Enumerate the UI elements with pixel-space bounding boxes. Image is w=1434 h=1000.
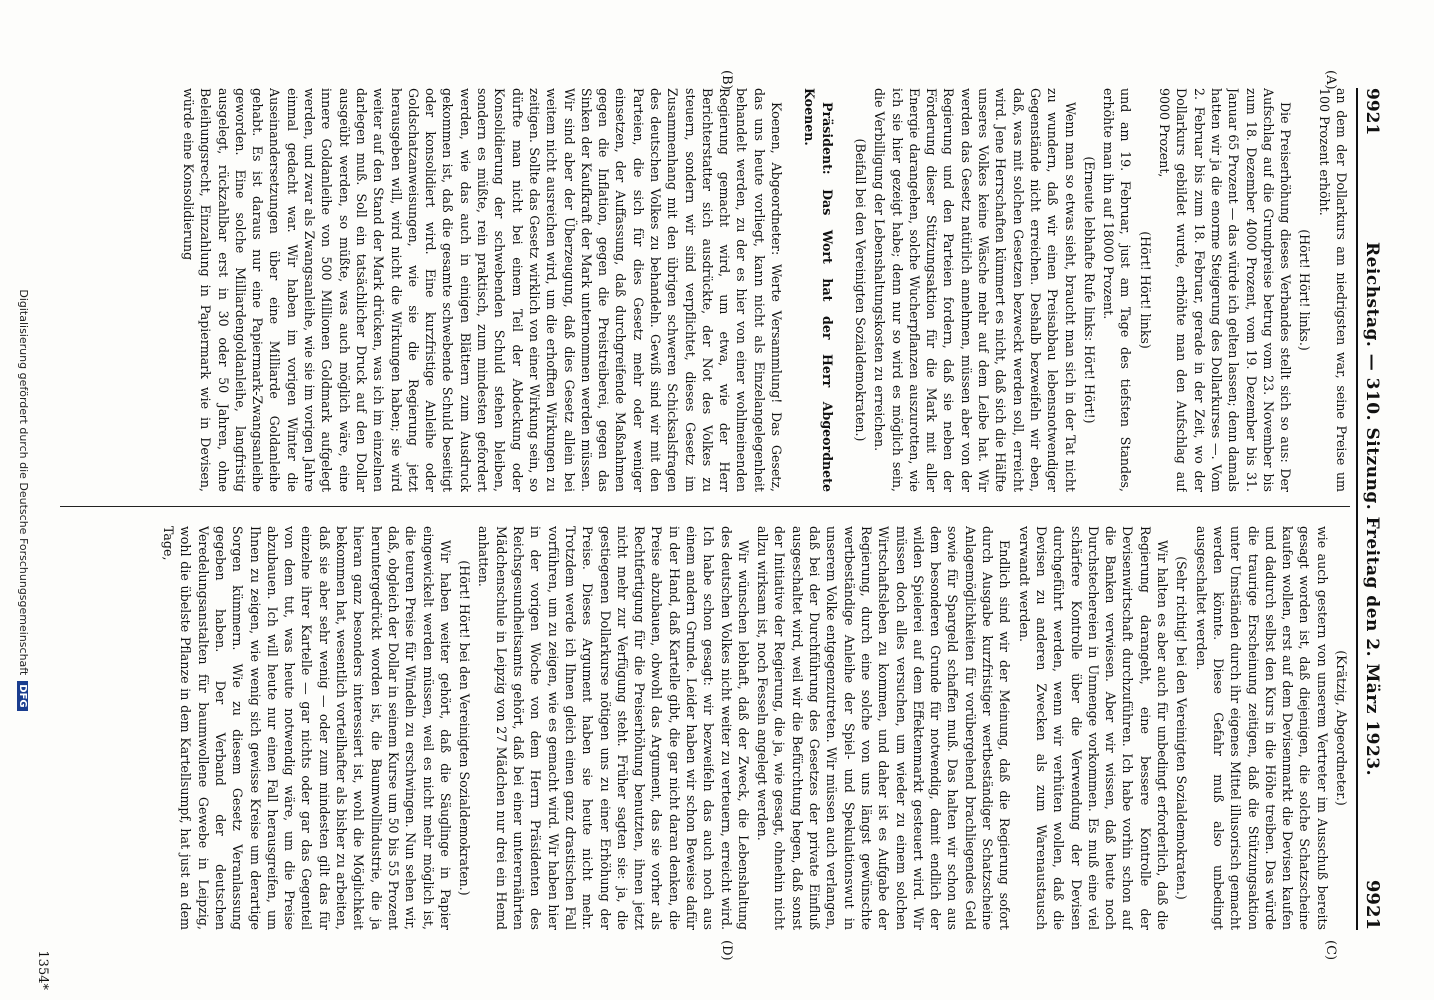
interjection: (Hört! Hört! links.) [1297, 229, 1313, 351]
text-column-left [60, 88, 1350, 492]
interjection: (Sehr richtig! bei den Vereinigten Sozialdemokraten.) [1174, 556, 1190, 900]
header-title: Reichstag. — 310. Sitzung. Freitag den 2. März 1923. [1362, 241, 1382, 777]
column-divider [60, 506, 1350, 507]
paragraph: Die Preiserhöhung dieses Verbandes stellt sich so aus: Der Aufschlag auf die Grundpreise betrug vom 23. November bis zum 18. Dezember 4000 Prozent, vom 19. Dezember bis 31. Januar 65 Prozent — das würde ich gelten lassen; denn damals hatten wir ja die enorme Steigerung des Dollarkurses —. Vom 2. Februar bis zum 18. Februar, gerade in der Zeit, wo der Dollarkurs gebildet wurde, erhöhte man den Aufschlag auf 9000 Prozent, [1157, 88, 1294, 492]
paragraph: Wir halten es aber auch für unbedingt erforderlich, daß die Regierung darangeht, eine bessere Kontrolle der Devisenwirtschaft durchzuführen. Ich habe vorhin schon auf die Banken verwiesen. Aber wir wissen, daß heute noch Durchstechereien in Unmenge vorkommen. Es muß eine viel schärfere Kontrolle über die Verwendung der Devisen durchgeführt werden, wenn wir verhüten wollen, daß die Devisen zu anderen Zwecken als zum Warenaustausch verwandt werden. [1016, 526, 1171, 930]
paragraph: Wir haben weiter gehört, daß die Säuglinge in Papier eingewickelt werden müssen, weil es nicht mehr möglich ist, die teuren Preise für Windeln zu erschwingen. Nun sehen wir, daß, obgleich der Dollar in seinem Kurse um 50 bis 55 Prozent heruntergedrückt worden ist, die Baumwollindustrie, die ja hieran ganz besonders interessiert ist, wohl die Möglichkeit bekommen hat, wesentlich vorteilhafter als bisher zu arbeiten, daß sie aber sehr wenig — oder zum mindesten gilt das für einzelne ihrer Kartelle — gar nichts oder gar das Gegenteil von dem tut, was heute notwendig wäre, um die Preise abzubauen. Ich will heute nur einen Fall herausgreifen, um Ihnen zu zeigen, wie wenig sich gewisse Kreise um derartige Sorgen kümmern. Wie zu diesem Gesetz Veranlassung gegeben haben. Der Verband der deutschen Veredelungsanstalten für baumwollene Gewebe in Leipzig, wohl die übelste Pflanze in dem Kartellsumpf, hat just an dem Tage, [161, 526, 453, 930]
margin-marker-d: (D) [719, 940, 734, 961]
interjection: (Hört! Hört! links) [1137, 231, 1153, 349]
paragraph: und am 19. Februar, just am Tage des tiefsten Standes, erhöhte man ihn auf 18000 Prozent. [1101, 88, 1134, 492]
dfg-logo: DFG [17, 681, 28, 710]
interjection: (Hört! Hört! bei den Vereinigten Sozialdemokraten.) [457, 560, 473, 896]
speaker-note: (Krätzig, Abgeordneter.) [1334, 650, 1349, 806]
text-column-right [60, 526, 1350, 930]
header-page-number-left: 9921 [1362, 88, 1382, 136]
credit-text: Digitalisierung gefördert durch die Deutsche Forschungsgemeinschaft [17, 289, 30, 676]
paragraph: wie auch gestern von unserem Vertreter im Ausschuß bereits gesagt worden ist, daß diejenigen, die solche Schatzscheine kaufen wollen, erst auf dem Devisenmarkt die Devisen kaufen und dadurch selbst den Kurs in die Höhe treiben. Das würde die traurige Erscheinung zeitigen, daß die Stützungsaktion unter Umständen durch ihr eigenes Mittel illusorisch gemacht werden könnte. Diese Gefahr muß also unbedingt ausgeschaltet werden. [1193, 526, 1330, 930]
paragraph: Wir wünschen lebhaft, daß der Zweck, die Lebenshaltung des deutschen Volkes nicht weiter zu verteuern, erreicht wird. Ich habe schon gesagt: wir bezweifeln das auch noch aus einem andern Grunde. Leider haben wir schon Beweise dafür in der Hand, daß Kartelle gibt, die gar nicht daran denken, die Preise abzubauen, obwohl das Argument, das sie vorher als Rechtfertigung für die Preiserhöhung benutzten, ihnen jetzt nicht mehr zur Verfügung steht. Früher sagten sie: ja, die gestiegenen Dollarkurse nötigen uns zu einer Erhöhung der Preise. Dieses Argument haben sie heute nicht mehr. Trotzdem werde ich Ihnen gleich einen ganz drastischen Fall vorführen, um zu zeigen, wie es gemacht wird. Wir haben hier in der vorigen Woche von dem Herrn Präsidenten des Reichsgesundheitsamts gehört, daß bei einer unterernährten Mädchenschule in Leipzig von 27 Mädchen nur drei ein Hemd anhatten. [476, 526, 751, 930]
margin-marker-b: (B) [719, 70, 734, 90]
header-page-number-right: 9921 [1362, 879, 1383, 930]
margin-marker-a: (A) [1323, 70, 1338, 90]
margin-marker-c: (C) [1323, 940, 1338, 961]
page-header [1356, 88, 1390, 930]
digitization-credit [17, 0, 30, 1000]
page-number-footer: 1354* [35, 950, 50, 990]
paragraph: Wenn man so etwas sieht, braucht man sich in der Tat nicht zu wundern, daß wir einen Preisabbau lebensnotwendiger Gegenstände nicht erreichen. Deshalb bezweifeln wir eben, daß, was mit solchen Gesetzen bezweckt werden soll, erreicht wird. Jene Herrschaften kümmert es nicht, daß sich die Hälfte unseres Volkes keine Wäsche mehr auf dem Leibe hat. Wir werden das Gesetz natürlich annehmen, müssen aber von der Regierung und den Parteien fordern, daß sie neben der Förderung dieser Stützungsaktion für die Mark mit aller Energie darangehen, solche Wucherpflanzen auszurotten, wie ich sie hier gezeigt habe; denn nur so wird es möglich sein, die Verbilligung der Lebenshaltungskosten zu erreichen. [872, 88, 1078, 492]
speaker-paragraph: Präsident: Das Wort hat der Herr Abgeordnete Koenen. [802, 88, 835, 492]
speaker-paragraph: Koenen, Abgeordneter: Werte Versammlung! Das Gesetz, das uns heute vorliegt, kann nicht als Einzelangelegenheit behandelt werden, zu der es hier von einer wohlmeinenden Regierung gemacht wird, um etwa, wie der Herr Berichterstatter sich ausdrückte, der Not des Volkes zu steuern, sondern wir sind verpflichtet, dieses Gesetz im Zusammenhang mit den übrigen schweren Schicksalsfragen des deutschen Volkes zu behandeln. Gewiß sind wir mit den Parteien, die sich für dies Gesetz mehr oder weniger einsetzen, der Auffassung, daß durchgreifende Maßnahmen gegen die Inflation, gegen die Preistreiberei, gegen das Sinken der Kaufkraft der Mark unternommen werden müssen. Wir sind aber der Überzeugung, daß dies Gesetz allein bei weitem nicht ausreichen wird, um die erhofften Wirkungen zu zeitigen. Sollte das Gesetz wirklich von einer Wirkung sein, so dürfte man nicht bei einem Teil der Abdeckung oder Konsolidierung der schwebenden Schuld stehen bleiben, sondern es müßte, rein praktisch, zum mindesten gefordert werden, wie das auch in einigen Blättern zum Ausdruck gekommen ist, daß die gesamte schwebende Schuld beseitigt oder konsolidiert wird. Eine kurzfristige Anleihe oder Goldschatzanweisungen, wie sie die Regierung jetzt herausgeben will, wird nicht die Wirkungen haben; sie wird weiter auf den Stand der Mark drücken, was ich im einzelnen darlegen muß. Soll ein tatsächlicher Druck auf den Dollar ausgeübt werden, so müßte, was auch möglich wäre, eine innere Goldanleihe von 500 Millionen Goldmark aufgelegt werden, und zwar als Zwangsanleihe, wie sie im vorigen Jahre einmal gedacht war. Wir haben im vorigen Winter die Auseinandersetzungen über eine Milliarde Goldanleihe gehabt. Es ist daraus nur eine Papiermark-Zwangsanleihe geworden. Eine solche Milliardengoldanleihe, langfristig ausgelegt, rückzahlbar erst in 30 oder 50 Jahren, ohne Beleihungsrecht, Einzahlung in Papiermark wie in Devisen, würde eine Konsolidierung [181, 88, 785, 492]
interjection: (Erneute lebhafte Rufe links: Hört! Hört!) [1081, 156, 1097, 424]
paragraph: an dem der Dollarkurs am niedrigsten war, seine Preise um 100 Prozent erhöht. [1316, 88, 1349, 492]
paragraph: Endlich sind wir der Meinung, daß die Regierung sofort durch Ausgabe kurzfristiger wertbeständiger Schatzscheine Anlagemöglichkeiten für vorübergehend brachliegendes Geld sowie für Spargeld schaffen muß. Das halten wir schon aus dem besonderen Grunde für notwendig, damit endlich der wilden Spielerei auf dem Effektenmarkt gesteuert wird. Wir müssen doch alles versuchen, um wieder zu einem solchen Wirtschaftsleben zu kommen, und daher ist es Aufgabe der Regierung, durch eine solche von uns längst gewünschte wertbeständige Anleihe der Spiel- und Spekulationswut in unserem Volke entgegenzutreten. Wir müssen auch verlangen, daß bei der Durchführung des Gesetzes der private Einfluß ausgeschaltet wird, weil wir die Befürchtung hegen, daß sonst der Initiative der Regierung, die ja, wie gesagt, ohnehin nicht allzu wirksam ist, noch Fesseln angelegt werden. [755, 526, 1013, 930]
interjection: (Beifall bei den Vereinigten Sozialdemokraten.) [852, 138, 868, 442]
